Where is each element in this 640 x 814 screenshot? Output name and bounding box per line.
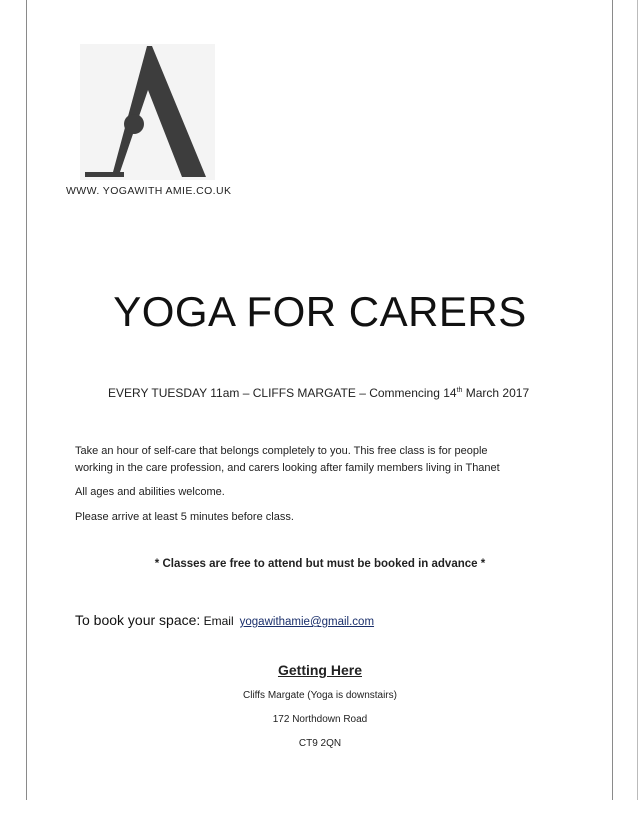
- description-line-4: Please arrive at least 5 minutes before class.: [75, 511, 294, 523]
- address-street: 172 Northdown Road: [272, 714, 368, 725]
- description-line-2: working in the care profession, and carers looking after family members living in Thanet: [75, 462, 500, 474]
- page-title: YOGA FOR CARERS: [113, 288, 527, 335]
- website-url: WWW. YOGAWITH AMIE.CO.UK: [66, 185, 232, 197]
- description-line-1: Take an hour of self-care that belongs completely to you. This free class is for people: [75, 445, 488, 457]
- page-border-right: [612, 0, 613, 800]
- email-link[interactable]: yogawithamie@gmail.com: [239, 616, 375, 628]
- address-venue: Cliffs Margate (Yoga is downstairs): [243, 690, 397, 701]
- page-border-left: [26, 0, 27, 800]
- logo-a-icon: [80, 44, 215, 180]
- booking-label: To book your space:: [75, 612, 201, 628]
- email-label: Email: [200, 614, 234, 628]
- schedule-ordinal: th: [456, 387, 463, 394]
- schedule-suffix: March 2017: [462, 386, 530, 400]
- booking-line: [75, 612, 374, 628]
- page-border-far: [637, 0, 638, 800]
- schedule-prefix: EVERY TUESDAY 11am – CLIFFS MARGATE – Commencing 14: [108, 386, 457, 400]
- address-postcode: CT9 2QN: [298, 738, 342, 749]
- booking-notice: * Classes are free to attend but must be booked in advance *: [154, 558, 486, 570]
- getting-here-heading: Getting Here: [277, 662, 362, 678]
- schedule-line: [108, 386, 529, 400]
- description-line-3: All ages and abilities welcome.: [75, 486, 225, 498]
